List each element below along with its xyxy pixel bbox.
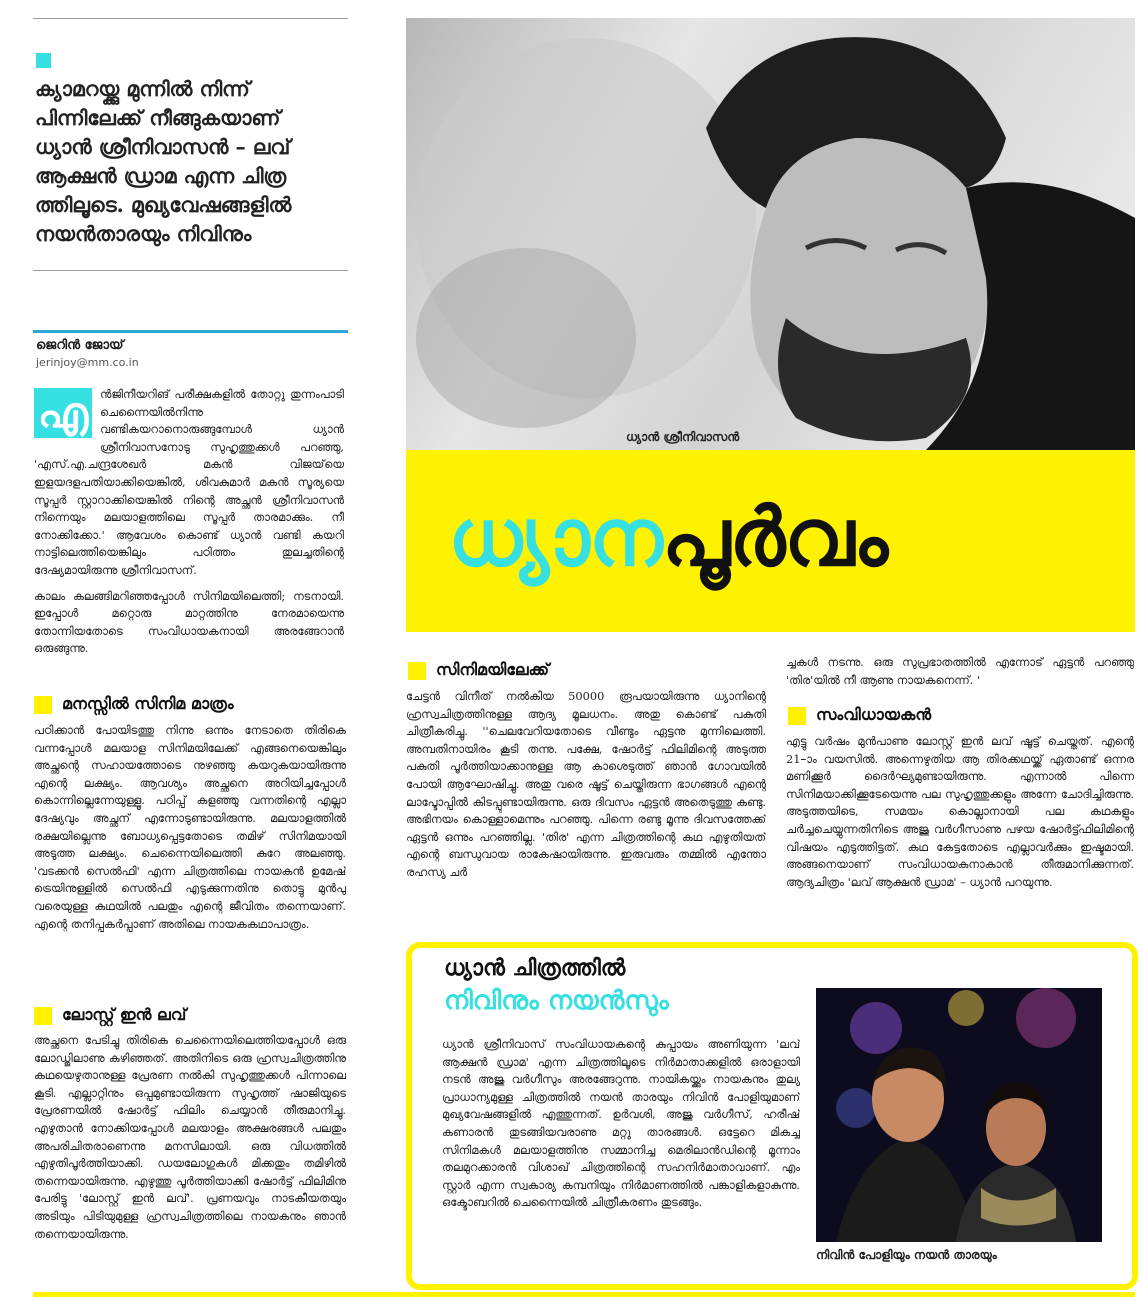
intro-text-block — [34, 386, 344, 686]
section2-text: അച്ഛനെ പേടിച്ചു തിരികെ ചെന്നൈയിലെത്തിയപ്പോൾ ഒരു ലോഡ്ജിലാണു കഴിഞ്ഞത്. അതിനിടെ ഒരു ഹ്രസ്വചിത്രത്തിനു കഥയെഴുതാനുള്ള പ്രേരണ നൽകി സുഹൃത്തുക്കൾ പിന്നാലെ കൂടി. എല്ലാറ്റിനും ഒപ്പമുണ്ടായിരുന്ന സുഹൃത്ത് ഷാജിയുടെ പ്രേരണയിൽ ഷോർട്ട് ഫിലിം ചെയ്യാൻ തീരുമാനിച്ചു. എഴുതാൻ നോക്കിയപ്പോൾ മലയാളം അക്ഷരങ്ങൾ പലതും അപരിചിതരാണെന്നു മനസിലായി. ഒരു വിധത്തിൽ എഴുതിപൂർത്തിയാക്കി. ഡയലോഗുകൾ മിക്കതും തമിഴിൽ തന്നെയായിരുന്നു. എഴുത്തു പൂർത്തിയാക്കി ഷോർട്ട് ഫിലിമിനു പേരിട്ടു 'ലോസ്റ്റ് ഇൻ ലവ്'. പ്രണയവും നാടകീയതയും അടിയും പിടിയുമുള്ള ഹ്രസ്വചിത്രത്തിലെ നായകനും ഞാൻ തന്നെയായിരുന്നു. — [34, 1033, 346, 1241]
section-heading-lost-in-love: ലോസ്റ്റ് ഇൻ ലവ് — [34, 1005, 186, 1025]
box-text: ധ്യാൻ ശ്രീനിവാസ് സംവിധായകന്റെ കുപ്പായം അണിയുന്ന 'ലവ് ആക്ഷൻ ഡ്രാമ' എന്ന ചിത്രത്തിലൂടെ നിർമാതാക്കളിൽ ഒരാളായി നടൻ അജു വർഗീസും അരങ്ങേറുന്നു. നായികയ്ക്കും നായകനും തുല്യ പ്രാധാന്യമുള്ള ചിത്രത്തിൽ നയൻ താരയും നിവിൻ പോളിയുമാണ് മുഖ്യവേഷങ്ങളിൽ എത്തുന്നത്. ഉർവശി, അജു വർഗീസ്, ഹരീഷ് കണാരൻ തുടങ്ങിയവരാണു മറ്റു താരങ്ങൾ. ഒട്ടേറെ മികച്ച സിനിമകൾ മലയാളത്തിനു സമ്മാനിച്ച മെരിലാൻഡിന്റെ മൂന്നാം തലമുറക്കാരൻ വിശാഖ് ചിത്രത്തിന്റെ സഹനിർമാതാവാണ്. എം സ്റ്റാർ എന്ന സ്വകാര്യ കമ്പനിയും നിർമാണത്തിൽ പങ്കാളികളാകുന്നു. ഒക്ടോബറിൽ ചെന്നൈയിൽ ചിത്രീകരണം തുടങ്ങും. — [442, 1037, 800, 1210]
intro-paragraph-1: ൻജിനീയറിങ് പരീക്ഷകളിൽ തോറ്റു തുന്നംപാടി ചെന്നൈയിൽനിന്നു വണ്ടികയറാനൊരുങ്ങുമ്പോൾ ധ്യാൻ ശ്രീനിവാസനോടു സുഹൃത്തുക്കൾ പറഞ്ഞു, 'എസ്.എ.ചന്ദ്രശേഖർ മകൻ വിജയ്‌യെ ഇളയദളപതിയാക്കിയെങ്കിൽ, ശിവകുമാർ മകൻ സൂര്യയെ സൂപ്പർ സ്റ്റാറാക്കിയെങ്കിൽ നിന്റെ അച്ഛൻ ശ്രീനിവാസൻ നിന്നെയും മലയാളത്തിലെ സൂപ്പർ താരമാക്കും. നീ നോക്കിക്കോ.' ആവേശം കൊണ്ട് ധ്യാൻ വണ്ടി കയറി നാട്ടിലെത്തിയെങ്കിലും പഠിത്തം തുലച്ചതിന്റെ ദേഷ്യമായിരുന്നു ശ്രീനിവാസന്. — [34, 387, 344, 577]
section-heading-samvidhayakan: സംവിധായകൻ — [788, 705, 931, 725]
hero-photo-caption: ധ്യാൻ ശ്രീനിവാസൻ — [626, 430, 740, 444]
hero-photo — [406, 18, 1135, 450]
box-photo — [816, 988, 1102, 1242]
box-photo-couple — [816, 988, 1102, 1242]
byline-name: ജെറിൻ ജോയ് — [36, 338, 124, 353]
article-dek: ക്യാമറയ്ക്കു മുന്നിൽ നിന്ന് പിന്നിലേക്ക് നീങ്ങുകയാണ് ധ്യാൻ ശ്രീനിവാസൻ – ലവ് ആക്ഷൻ ഡ്രാമ എന്ന ചിത്ര ത്തിലൂടെ. മുഖ്യവേഷങ്ങളിൽ നയൻതാരയും നിവിനും — [35, 77, 292, 246]
section1-text: പഠിക്കാൻ പോയിടത്തു നിന്നു ഒന്നും നേടാതെ തിരികെ വന്നപ്പോൾ മലയാള സിനിമയിലേക്ക് എങ്ങനെയെങ്കിലും അച്ഛന്റെ സഹായത്തോടെ നുഴഞ്ഞു കയറുകയായിരുന്നു എന്റെ ലക്ഷ്യം. ആവശ്യം അച്ഛനെ അറിയിച്ചപ്പോൾ കൊന്നില്ലെന്നേയുള്ളൂ. പഠിപ്പ് കളഞ്ഞു വന്നതിന്റെ എല്ലാ ദേഷ്യവും അച്ഛന് എന്നോടുണ്ടായിരുന്നു. മലയാളത്തിൽ രക്ഷയില്ലെന്നു ബോധ്യപ്പെട്ടതോടെ തമിഴ് സിനിമയായി അടുത്ത ലക്ഷ്യം. ചെന്നൈയിലെത്തി കുറേ അലഞ്ഞു. 'വടക്കൻ സെൽഫി' എന്ന ചിത്രത്തിലെ നായകൻ ഉമേഷ് ട്രെയിനുള്ളിൽ സെൽഫി എടുക്കുന്നതിനു തൊട്ടു മുൻപു വരെയുള്ള കഥയിൽ പലതും എന്റെ ജീവിതം തന്നെയാണ്. എന്റെ തനിപ്പകർപ്പാണ് അതിലെ നായകകഥാപാത്രം. — [34, 723, 346, 931]
section-heading-manassil: മനസ്സിൽ സിനിമ മാത്രം — [34, 694, 234, 714]
bullet-square-icon — [408, 662, 426, 680]
headline-part1: ധ്യാന — [448, 491, 662, 584]
box-title-line1: ധ്യാൻ ചിത്രത്തിൽ — [444, 956, 626, 981]
right-column-continuation: ച്ചകൾ നടന്നു. ഒരു സുപ്രഭാതത്തിൽ എന്നോട് ഏട്ടൻ പറഞ്ഞു 'തിര'യിൽ നീ ആണു നായകനെന്ന്. ' — [786, 655, 1134, 687]
box-photo-caption: നിവിൻ പോളിയും നയൻ താരയും — [816, 1248, 997, 1262]
byline-email: jerinjoy@mm.co.in — [36, 356, 139, 369]
bullet-square-icon — [34, 696, 52, 714]
bullet-square-icon — [34, 1007, 52, 1025]
dek-divider — [33, 270, 348, 271]
dropcap: എ — [34, 388, 92, 438]
hero-photo-portrait — [406, 18, 1135, 450]
bottom-rule — [33, 1292, 1135, 1297]
box-title-line2: നിവിനും നയൻസും — [444, 986, 669, 1016]
section-heading-cinemayilekku: സിനിമയിലേക്ക് — [408, 660, 549, 680]
right-column-text: എട്ടു വർഷം മുൻപാണു ലോസ്റ്റ് ഇൻ ലവ് ഷൂട്ട് ചെയ്തത്. എന്റെ 21–ാം വയസിൽ. അന്നെഴുതിയ ആ തിരക്കഥയ്ക്ക് ഏതാണ്ട് ഒന്നര മണിക്കൂർ ദൈർഘ്യമുണ്ടായിരുന്നു. എന്നാൽ പിന്നെ സിനിമയാക്കിക്കൂടേയെന്നു പല സുഹൃത്തുക്കളും അന്നേ ചോദിച്ചിരുന്നു. അടുത്തയിടെ, സമയം കൊല്ലാനായി പല കഥകളും ചർച്ചചെയ്യുന്നതിനിടെ അജു വർഗീസാണു പഴയ ഷോർട്ട്ഫിലിമിന്റെ വിഷയം എടുത്തിട്ടത്. കഥ കേട്ടതോടെ എല്ലാവർക്കും ഇഷ്ടമായി. അങ്ങനെയാണ് സംവിധായകനാകാൻ തീരുമാനിക്കുന്നത്. ആദ്യചിത്രം 'ലവ് ആക്ഷൻ ഡ്രാമ' – ധ്യാൻ പറയുന്നു. — [786, 734, 1134, 889]
headline-bar — [406, 450, 1135, 632]
intro-paragraph-2: കാലം കലങ്ങിമറിഞ്ഞപ്പോൾ സിനിമയിലെത്തി; നടനായി. ഇപ്പോൾ മറ്റൊരു മാറ്റത്തിനു നേരമായെന്നു തോന്നിയതോടെ സംവിധായകനായി അരങ്ങേറാൻ ഒരുങ്ങുന്നു. — [34, 588, 344, 656]
middle-column-text: ചേട്ടൻ വിനീത് നൽകിയ 50000 രൂപയായിരുന്നു ധ്യാനിന്റെ ഹ്രസ്വചിത്രത്തിനുള്ള ആദ്യ മൂലധനം. അതു കൊണ്ട് പകുതി ചിത്രീകരിച്ചു. ''ചെലവേറിയതോടെ വീണ്ടും ഏട്ടനു മുന്നിലെത്തി. അമ്പതിനായിരം കൂടി തന്നു. പക്ഷേ, ഷോർട്ട് ഫിലിമിന്റെ അടുത്ത പകുതി പൂർത്തിയാക്കാനുള്ള ആ കാശെടുത്ത് ഞാൻ ഗോവയിൽ പോയി ആഘോഷിച്ചു. അതു വരെ ഷൂട്ട് ചെയ്തിരുന്ന ഭാഗങ്ങൾ എന്റെ ലാപ്ടോപ്പിൽ കിടപ്പുണ്ടായിരുന്നു. ഒരു ദിവസം ഏട്ടൻ അതെടുത്തു കണ്ടു. അഭിനയം കൊള്ളാമെന്നും പറഞ്ഞു. പിന്നെ രണ്ടു മൂന്നു ദിവസത്തേക്ക് ഏട്ടൻ ഒന്നും പറഞ്ഞില്ല. 'തിര' എന്ന ചിത്രത്തിന്റെ കഥ എഴുതിയത് എന്റെ ബന്ധുവായ രാകേഷായിരുന്നു. ഇരുവരും തമ്മിൽ എന്തോ രഹസ്യ ചർ — [406, 689, 766, 879]
sidebar-box — [406, 942, 1138, 1290]
headline-part2: പൂർവം — [661, 491, 888, 584]
top-rule — [33, 18, 348, 19]
bullet-square-icon — [788, 707, 806, 725]
main-headline — [448, 488, 887, 588]
bullet-square-icon — [36, 53, 51, 68]
byline-rule — [33, 330, 348, 333]
